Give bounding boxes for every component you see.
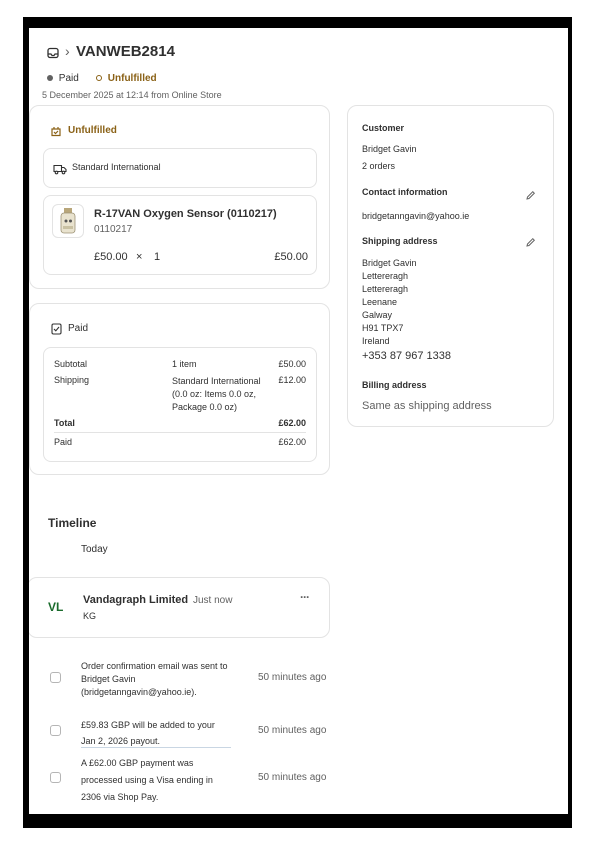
timeline-event-text: [81, 755, 213, 806]
timeline-event-marker: [50, 725, 61, 736]
total-value: £62.00: [278, 418, 306, 428]
payment-status-label: Paid: [58, 73, 79, 84]
event-divider: [81, 747, 231, 748]
customer-heading: Customer: [362, 123, 405, 133]
shipping-desc-line: Standard International: [172, 376, 261, 386]
address-line: Galway: [362, 310, 393, 320]
shipping-desc-line: (0.0 oz: Items 0.0 oz,: [172, 389, 257, 399]
customer-orders-link[interactable]: 2 orders: [362, 161, 396, 171]
timeline-event-marker: [50, 772, 61, 783]
phone-number[interactable]: +353 87 967 1338: [362, 350, 452, 362]
total-label: Total: [54, 418, 75, 428]
shipping-address-block: [362, 257, 417, 348]
billing-address-text: Same as shipping address: [362, 400, 492, 412]
inbox-icon[interactable]: [47, 46, 59, 58]
timeline-event-time: 50 minutes ago: [258, 725, 327, 736]
event-line: A £62.00 GBP payment was: [81, 758, 194, 768]
order-date: 5 December 2025 at 12:14 from Online Store: [42, 90, 222, 100]
event-line: £59.83 GBP will be added to your: [81, 720, 215, 730]
event-line: Jan 2, 2026 payout.: [81, 736, 161, 746]
product-thumbnail[interactable]: [52, 204, 84, 238]
paid-label: Paid: [54, 437, 73, 447]
comment-author: Vandagraph Limited: [83, 594, 189, 606]
comment-text: KG: [83, 611, 97, 621]
pencil-icon[interactable]: [525, 235, 536, 246]
event-line: Order confirmation email was sent to: [81, 661, 228, 671]
fulfillment-status-label: Unfulfilled: [107, 73, 157, 84]
timeline-comment-card: [29, 577, 330, 638]
pencil-icon[interactable]: [525, 188, 536, 199]
billing-address-heading: Billing address: [362, 380, 427, 390]
line-total: £50.00: [274, 251, 308, 263]
subtotal-desc: 1 item: [172, 359, 197, 369]
paid-value: £62.00: [278, 437, 306, 447]
comment-time: Just now: [193, 595, 233, 606]
avatar: VL: [48, 600, 64, 614]
product-sku: 0110217: [94, 224, 133, 235]
customer-sidebar-card: [347, 105, 554, 427]
contact-email-link[interactable]: bridgetanngavin@yahoo.ie: [362, 211, 470, 221]
payment-status-badge: [47, 73, 79, 84]
timeline-title: Timeline: [48, 516, 97, 530]
address-line: Lettereragh: [362, 284, 409, 294]
quantity: 1: [154, 251, 161, 263]
shipping-method-box: [43, 148, 317, 188]
event-line: (bridgetanngavin@yahoo.ie).: [81, 687, 197, 697]
event-line: Bridget Gavin: [81, 674, 136, 684]
shipping-value: £12.00: [278, 375, 306, 385]
address-line: Ireland: [362, 336, 390, 346]
timeline-event-text: [81, 717, 215, 749]
payment-title: Paid: [68, 323, 89, 334]
subtotal-label: Subtotal: [54, 359, 88, 369]
order-page: [29, 28, 568, 814]
event-line: 2306 via Shop Pay.: [81, 792, 159, 802]
truck-icon: [53, 162, 67, 174]
timeline-event-time: 50 minutes ago: [258, 672, 327, 683]
address-line: Bridget Gavin: [362, 258, 417, 268]
payment-summary-box: [43, 347, 317, 462]
payment-card: [29, 303, 330, 475]
unfulfilled-ring-icon: [96, 75, 102, 81]
fulfillment-card: [29, 105, 330, 289]
product-name[interactable]: R-17VAN Oxygen Sensor (0110217): [94, 208, 277, 220]
shipping-desc: [172, 375, 261, 414]
address-line: Lettereragh: [362, 271, 409, 281]
timeline-event-marker: [50, 672, 61, 683]
shipping-label: Shipping: [54, 375, 90, 385]
address-line: Leenane: [362, 297, 398, 307]
timeline-today-label: Today: [81, 544, 108, 555]
more-actions-icon[interactable]: ···: [300, 590, 309, 604]
customer-name-link[interactable]: Bridget Gavin: [362, 144, 417, 154]
total-divider: [54, 432, 306, 433]
shipping-method-label: Standard International: [72, 162, 161, 172]
fulfillment-title: Unfulfilled: [68, 125, 117, 136]
subtotal-value: £50.00: [278, 359, 306, 369]
shipping-address-heading: Shipping address: [362, 236, 438, 246]
timeline-event-text: [81, 660, 228, 699]
paid-dot-icon: [47, 75, 53, 81]
timeline-event-time: 50 minutes ago: [258, 772, 327, 783]
unit-price: £50.00: [94, 251, 128, 263]
line-item-box: [43, 195, 317, 275]
breadcrumb-chevron-icon: ›: [65, 43, 70, 59]
fulfillment-status-badge: [96, 73, 157, 84]
times-sign: ×: [136, 251, 143, 263]
page-title: VANWEB2814: [76, 43, 175, 60]
shipping-desc-line: Package 0.0 oz): [172, 402, 238, 412]
address-line: H91 TPX7: [362, 323, 404, 333]
contact-heading: Contact information: [362, 187, 448, 197]
receipt-check-icon: [51, 322, 62, 334]
package-icon: [50, 124, 62, 136]
event-line: processed using a Visa ending in: [81, 775, 213, 785]
